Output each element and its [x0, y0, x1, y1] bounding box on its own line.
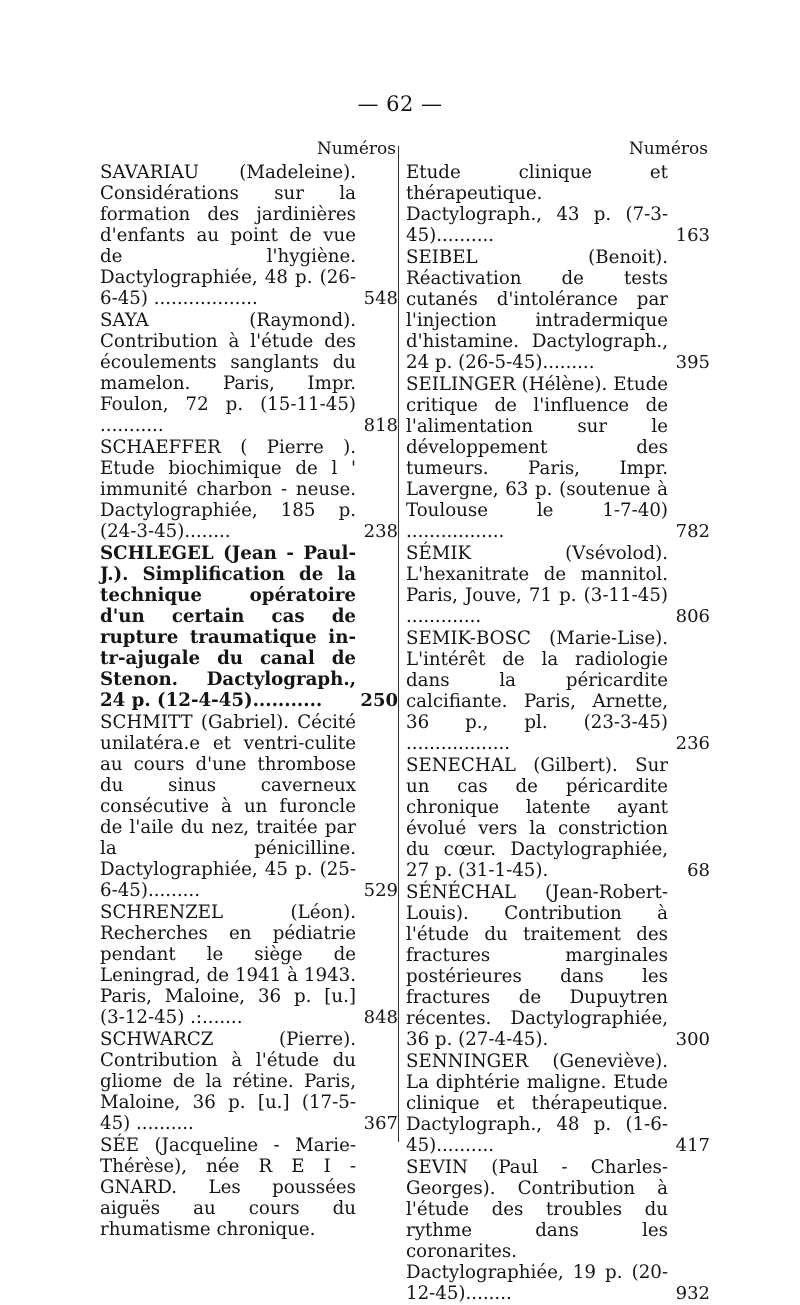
entry-text: SCHLEGEL (Jean - Paul-J.). Simplification de la technique opératoire d'un certain cas de rupture traumatique in-tr-ajugale du canal de Stenon. Dactylograph., 24 p. (12-4-45)........... — [100, 543, 356, 711]
entry-number: 395 — [675, 352, 710, 373]
entry-number: 529 — [363, 880, 398, 901]
entry-text: SCHWARCZ (Pierre). Contribution à l'étude du gliome de la rétine. Paris, Maloine, 36 p. [u.] (17-5-45) .......... — [100, 1029, 356, 1134]
entry-number: 250 — [360, 690, 398, 711]
entry-number: 548 — [363, 288, 398, 309]
entry-text: SÉNÉCHAL (Jean-Robert-Louis). Contribution à l'étude du traitement des fractures marginales postérieures dans les fractures de Dupuytren récentes. Dactylographiée, 36 p. (27-4-45). — [406, 882, 668, 1050]
entry-number: 236 — [675, 733, 710, 754]
page-number: — 62 — — [357, 92, 443, 116]
entry-text: Etude clinique et thérapeutique. Dactylograph., 43 p. (7-3-45).......... — [406, 162, 668, 246]
entry-senechal-jean-robert — [406, 882, 712, 1050]
entry-number: 238 — [363, 521, 398, 542]
entry-seilinger — [406, 374, 712, 542]
entry-semik — [406, 543, 712, 627]
entry-savariau — [100, 162, 400, 309]
entry-text: SAYA (Raymond). Contribution à l'étude des écoulements sanglants du mamelon. Paris, Impr. Foulon, 72 p. (15-11-45) ........... — [100, 310, 356, 436]
right-column — [406, 138, 712, 1305]
entry-text: SEMIK-BOSC (Marie-Lise). L'intérêt de la radiologie dans la péricardite calcifiante. Paris, Arnette, 36 p., pl. (23-3-45) .................. — [406, 628, 668, 754]
entry-number: 932 — [675, 1283, 710, 1304]
entry-text: SEVIN (Paul - Charles-Georges). Contribution à l'étude des troubles du rythme dans les coronarites. Dactylographiée, 19 p. (20-12-45)........ — [406, 1157, 668, 1304]
entry-see-continued — [406, 162, 712, 246]
entry-number: 300 — [675, 1029, 710, 1050]
numeros-header-right: Numéros — [628, 139, 708, 159]
entry-number: 848 — [363, 1007, 398, 1028]
entry-saya — [100, 310, 400, 436]
entry-senninger — [406, 1051, 712, 1156]
entry-schlegel — [100, 543, 400, 711]
entry-number: 68 — [687, 860, 710, 881]
entry-sevin — [406, 1157, 712, 1304]
entry-schrenzel — [100, 902, 400, 1028]
entry-text: SEIBEL (Benoit). Réactivation de tests cutanés d'intolérance par l'injection intradermique d'histamine. Dactylograph., 24 p. (26-5-45)......... — [406, 247, 668, 373]
entry-text: SENECHAL (Gilbert). Sur un cas de péricardite chronique latente ayant évolué vers la constriction du cœur. Dactylographiée, 27 p. (31-1-45). — [406, 755, 668, 881]
entry-number: 818 — [363, 415, 398, 436]
entry-schmitt — [100, 712, 400, 901]
entry-text: SEILINGER (Hélène). Etude critique de l'influence de l'alimentation sur le développement des tumeurs. Paris, Impr. Lavergne, 63 p. (soutenue à Toulouse le 1-7-40) ................. — [406, 374, 668, 542]
entry-text: SENNINGER (Geneviève). La diphtérie maligne. Etude clinique et thérapeutique. Dactylograph., 48 p. (1-6-45).......... — [406, 1051, 668, 1156]
entry-text: SCHAEFFER ( Pierre ). Etude biochimique de l ' immunité charbon - neuse. Dactylographiée, 185 p. (24-3-45)........ — [100, 437, 356, 542]
entry-text: SÉE (Jacqueline - Marie-Thérèse), née R E I - GNARD. Les poussées aiguës au cours du rhumatisme chronique. — [100, 1135, 356, 1240]
entry-text: SAVARIAU (Madeleine). Considérations sur la formation des jardinières d'enfants au point de vue de l'hygiène. Dactylographiée, 48 p. (26-6-45) .................. — [100, 162, 356, 309]
entry-number: 417 — [675, 1135, 710, 1156]
entry-schwarcz — [100, 1029, 400, 1134]
entry-number: 163 — [675, 225, 710, 246]
left-column — [100, 138, 400, 1241]
entry-text: SCHRENZEL (Léon). Recherches en pédiatrie pendant le siège de Leningrad, de 1941 à 1943. Paris, Maloine, 36 p. [u.] (3-12-45) .:....... — [100, 902, 356, 1028]
entry-number: 806 — [675, 606, 710, 627]
entry-text: SCHMITT (Gabriel). Cécité unilatéra.e et ventri-culite au cours d'une thrombose du sinus caverneux consécutive à un furoncle de l'aile du nez, traitée par la pénicilline. Dactylographiée, 45 p. (25-6-45)......... — [100, 712, 356, 901]
entry-schaeffer — [100, 437, 400, 542]
entry-see — [100, 1135, 400, 1240]
entry-semik-bosc — [406, 628, 712, 754]
entry-senechal-gilbert — [406, 755, 712, 881]
entry-number: 367 — [363, 1113, 398, 1134]
entry-seibel — [406, 247, 712, 373]
entry-text: SÉMIK (Vsévolod). L'hexanitrate de mannitol. Paris, Jouve, 71 p. (3-11-45) ............. — [406, 543, 668, 627]
entry-number: 782 — [675, 521, 710, 542]
numeros-header-left: Numéros — [316, 139, 396, 159]
